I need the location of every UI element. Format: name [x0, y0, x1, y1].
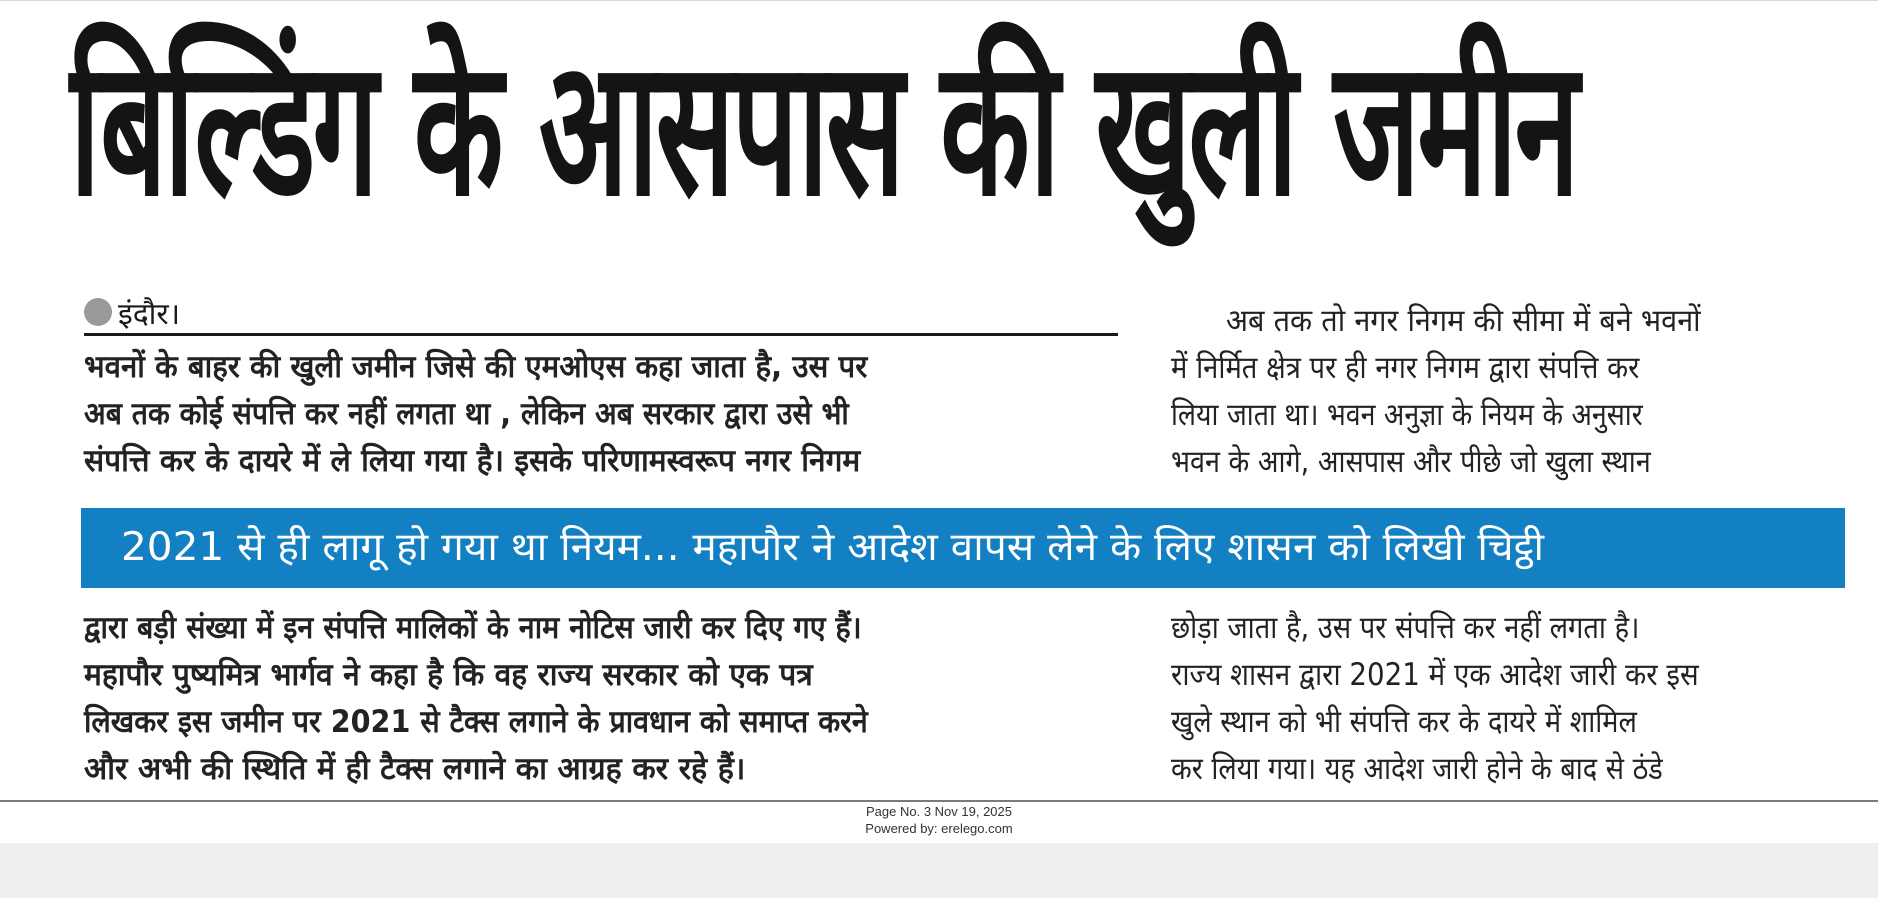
paragraph-line: द्वारा बड़ी संख्या में इन संपत्ति मालिकों के नाम नोटिस जारी कर दिए गए हैं।: [84, 610, 862, 646]
paragraph-line: महापौर पुष्यमित्र भार्गव ने कहा है कि वह राज्य सरकार को एक पत्र: [84, 657, 813, 693]
subheadline-text: 2021 से ही लागू हो गया था नियम... महापौर ने आदेश वापस लेने के लिए शासन को लिखी चिट्ठी: [121, 525, 1544, 570]
dateline: [84, 290, 180, 334]
paragraph-line: राज्य शासन द्वारा 2021 में एक आदेश जारी कर इस: [1171, 657, 1699, 693]
top-border: [0, 0, 1878, 1]
bottom-divider: [0, 800, 1878, 802]
paragraph-line: छोड़ा जाता है, उस पर संपत्ति कर नहीं लगता है।: [1171, 610, 1640, 646]
dateline-divider: [84, 333, 1118, 336]
paragraph-line: और अभी की स्थिति में ही टैक्स लगाने का आग्रह कर रहे हैं।: [84, 751, 746, 787]
dateline-text: इंदौर।: [118, 296, 181, 332]
paragraph-line: लिखकर इस जमीन पर 2021 से टैक्स लगाने के प्रावधान को समाप्त करने: [84, 704, 868, 740]
paragraph-line: अब तक कोई संपत्ति कर नहीं लगता था , लेकिन अब सरकार द्वारा उसे भी: [84, 396, 849, 432]
paragraph-line: खुले स्थान को भी संपत्ति कर के दायरे में शामिल: [1171, 704, 1637, 740]
paragraph-line: लिया जाता था। भवन अनुज्ञा के नियम के अनुसार: [1171, 397, 1643, 433]
paragraph-line: भवनों के बाहर की खुली जमीन जिसे की एमओएस कहा जाता है, उस पर: [84, 349, 868, 385]
page-number-date: Page No. 3 Nov 19, 2025: [866, 804, 1012, 819]
paragraph-line: कर लिया गया। यह आदेश जारी होने के बाद से ठंडे: [1171, 751, 1663, 787]
page-footer: [0, 803, 1878, 837]
dateline-bullet-icon: [84, 298, 112, 326]
paragraph-line: संपत्ति कर के दायरे में ले लिया गया है। इसके परिणामस्वरूप नगर निगम: [84, 443, 861, 479]
subheadline-banner: [81, 508, 1845, 588]
headline: बिल्डिंग के आसपास की खुली जमीन: [70, 19, 1577, 238]
paragraph-line: अब तक तो नगर निगम की सीमा में बने भवनों: [1226, 303, 1701, 339]
paragraph-line: भवन के आगे, आसपास और पीछे जो खुला स्थान: [1171, 444, 1651, 480]
powered-by: Powered by: erelego.com: [865, 821, 1013, 836]
paragraph-line: में निर्मित क्षेत्र पर ही नगर निगम द्वारा संपत्ति कर: [1171, 350, 1640, 386]
